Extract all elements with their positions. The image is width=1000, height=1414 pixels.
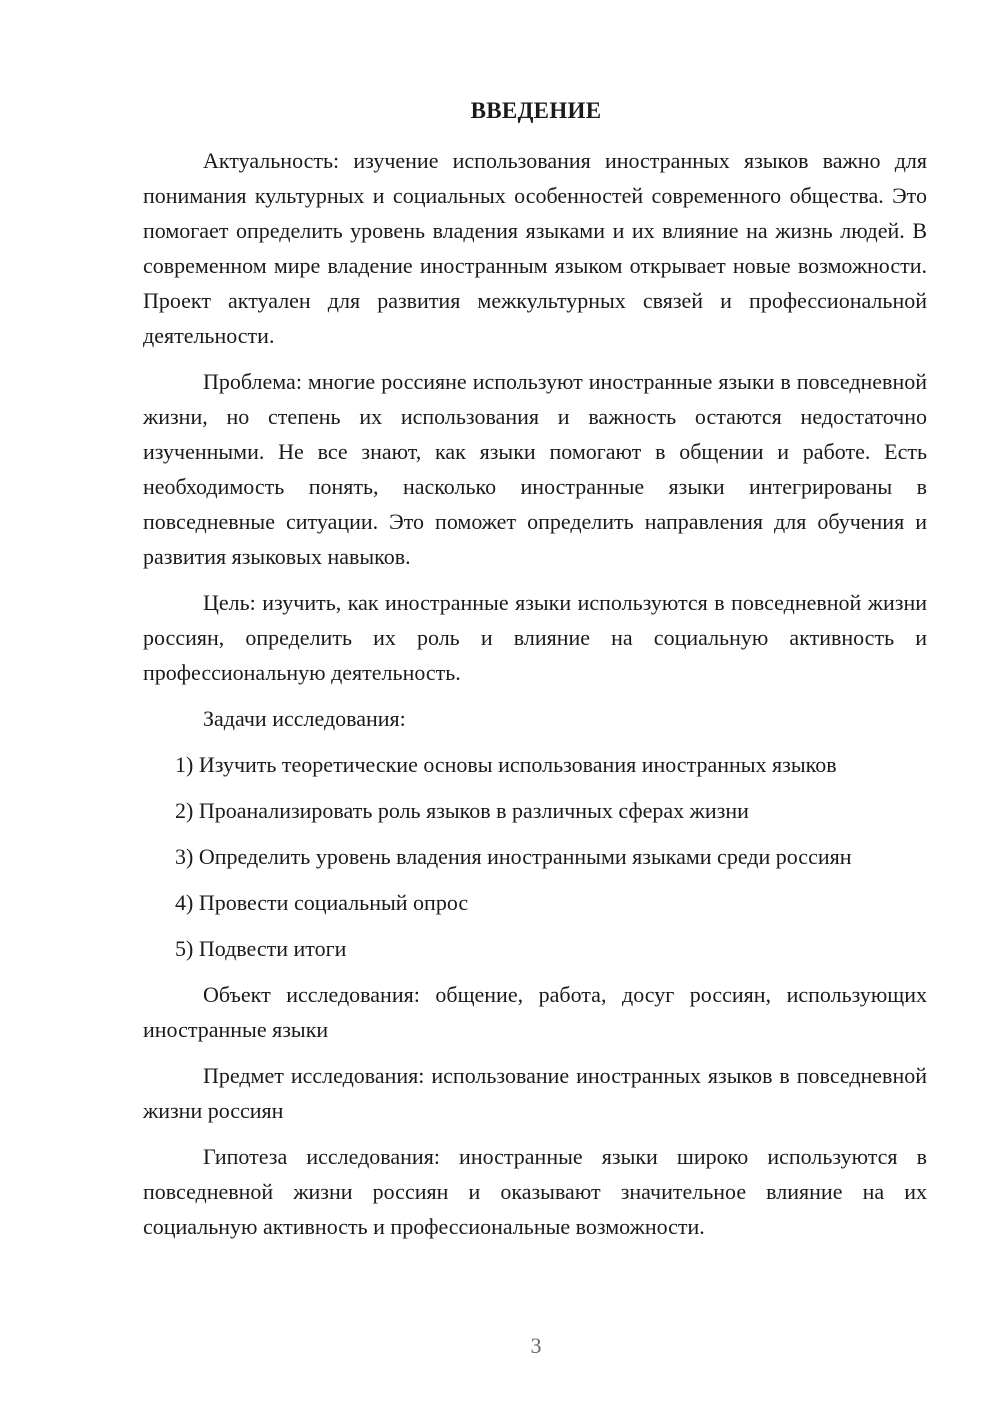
task-item-3: 3) Определить уровень владения иностранными языками среди россиян <box>175 844 852 869</box>
paragraph-goal: Цель: изучить, как иностранные языки используются в повседневной жизни россиян, определить их роль и влияние на социальную активность и профессиональную деятельность. <box>143 590 927 685</box>
task-item-4: 4) Провести социальный опрос <box>175 890 469 915</box>
page-number: 3 <box>530 1333 542 1358</box>
paragraph-relevance: Актуальность: изучение использования иностранных языков важно для понимания культурных и социальных особенностей современного общества. Это помогает определить уровень владения языками и их влияние на жизнь людей. В современном мире владение иностранным языком открывает новые возможности. Проект актуален для развития межкультурных связей и профессиональной деятельности. <box>143 148 927 348</box>
task-item-5: 5) Подвести итоги <box>175 936 347 961</box>
task-item-1: 1) Изучить теоретические основы использования иностранных языков <box>175 752 837 777</box>
section-heading: ВВЕДЕНИЕ <box>470 98 602 123</box>
tasks-title: Задачи исследования: <box>203 706 406 731</box>
paragraph-hypothesis: Гипотеза исследования: иностранные языки широко используются в повседневной жизни россиян и оказывают значительное влияние на их социальную активность и профессиональные возможности. <box>143 1144 927 1239</box>
paragraph-object: Объект исследования: общение, работа, досуг россиян, использующих иностранные языки <box>143 982 927 1042</box>
document-body <box>143 143 927 1255</box>
paragraph-subject: Предмет исследования: использование иностранных языков в повседневной жизни россиян <box>143 1063 927 1123</box>
task-item-2: 2) Проанализировать роль языков в различных сферах жизни <box>175 798 749 823</box>
paragraph-problem: Проблема: многие россияне используют иностранные языки в повседневной жизни, но степень их использования и важность остаются недостаточно изученными. Не все знают, как языки помогают в общении и работе. Есть необходимость понять, насколько иностранные языки интегрированы в повседневные ситуации. Это поможет определить направления для обучения и развития языковых навыков. <box>143 369 927 569</box>
